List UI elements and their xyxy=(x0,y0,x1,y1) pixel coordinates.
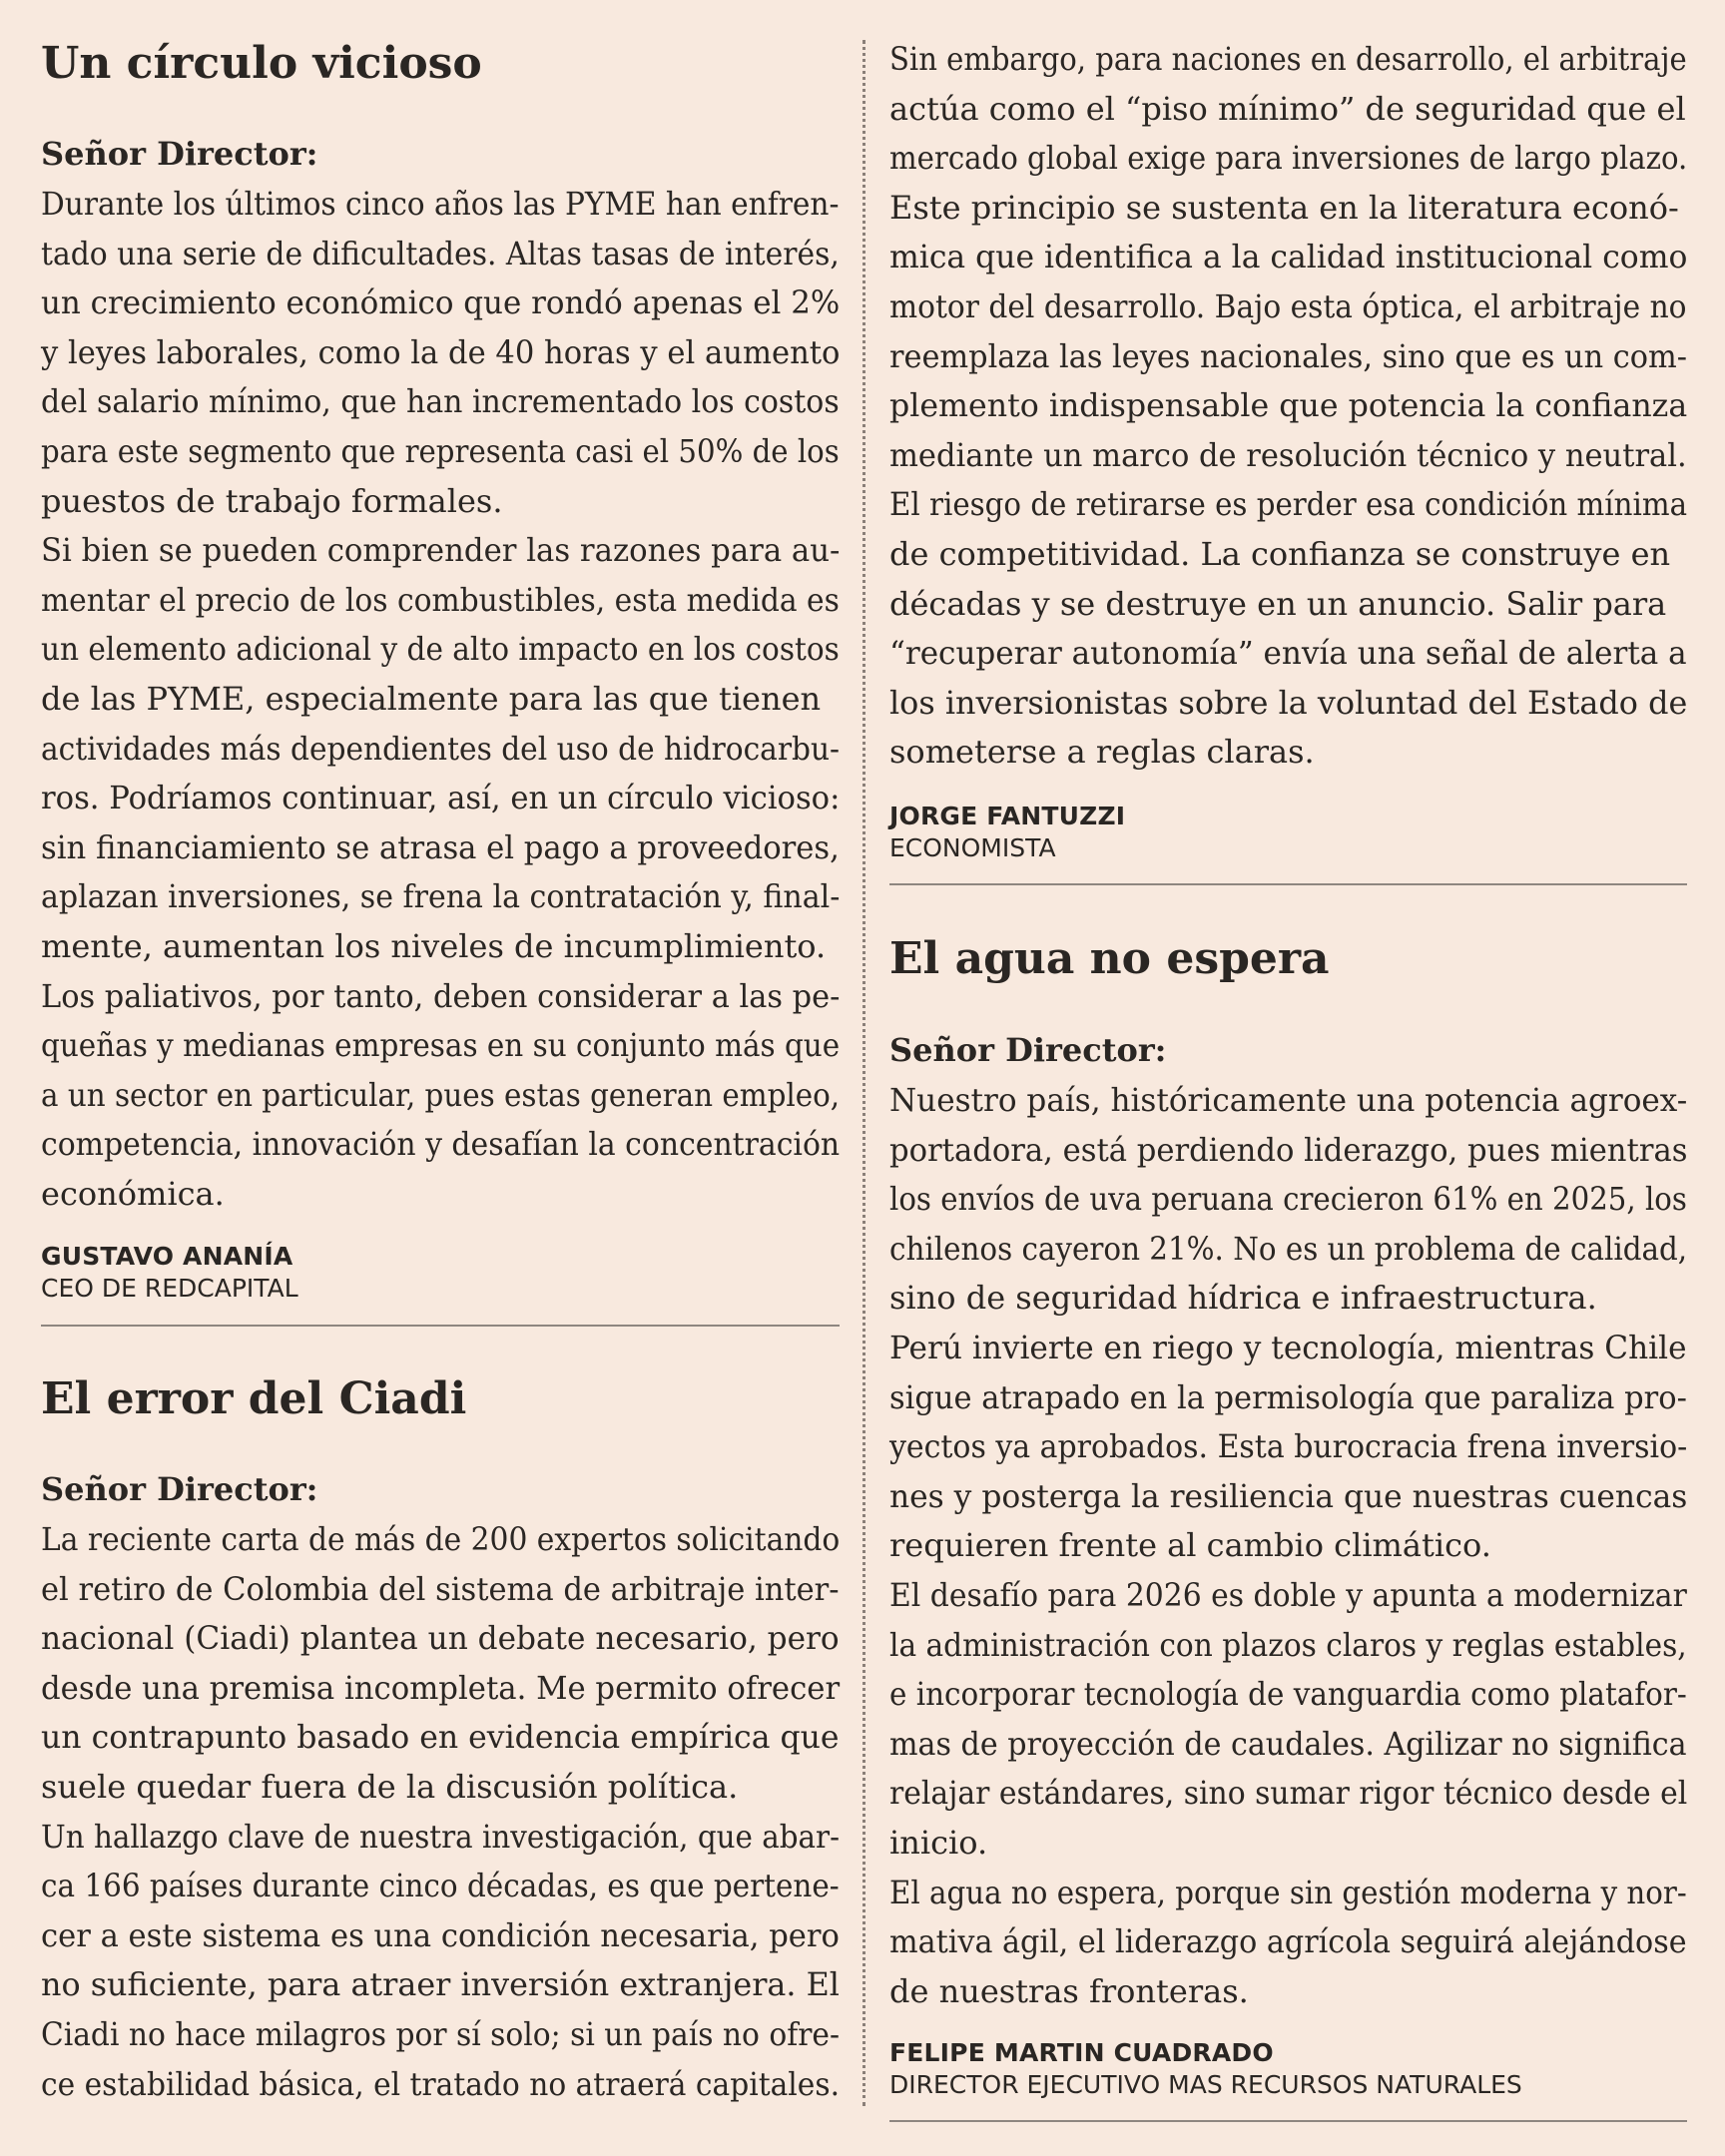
body-line: nacional (Ciadi) plantea un debate necesario, pero xyxy=(41,1619,840,1658)
body-line: El agua no espera, porque sin gestión moderna y nor- xyxy=(889,1873,1687,1911)
body-line: tado una serie de dificultades. Altas tasas de interés, xyxy=(41,234,840,272)
body-line: Perú invierte en riego y tecnología, mientras Chile xyxy=(889,1328,1687,1366)
body-line: mativa ágil, el liderazgo agrícola seguirá alejándose xyxy=(889,1922,1687,1961)
body-line: La reciente carta de más de 200 expertos solicitando xyxy=(41,1520,841,1558)
body-line: Este principio se sustenta en la literatura econó- xyxy=(889,188,1679,227)
section-rule xyxy=(889,2120,1687,2122)
body-line: yectos ya aprobados. Esta burocracia frena inversio- xyxy=(889,1427,1688,1466)
body-line: nes y posterga la resiliencia que nuestras cuencas xyxy=(889,1476,1688,1515)
letter-2-body xyxy=(41,1515,911,2109)
body-line: ca 166 países durante cinco décadas, es que pertene- xyxy=(41,1867,840,1905)
body-line: de nuestras fronteras. xyxy=(889,1971,1249,2010)
body-line: el retiro de Colombia del sistema de arbitraje inter- xyxy=(41,1569,840,1608)
letter-3-author: FELIPE MARTIN CUADRADO xyxy=(889,2038,1274,2067)
letter-1-role: CEO DE REDCAPITAL xyxy=(41,1274,298,1303)
body-line: someterse a reglas claras. xyxy=(889,733,1315,772)
body-line: “recuperar autonomía” envía una señal de alerta a xyxy=(889,634,1687,673)
body-line: desde una premisa incompleta. Me permito ofrecer xyxy=(41,1668,841,1707)
letter-1-salutation: Señor Director: xyxy=(41,135,318,173)
section-rule xyxy=(41,1325,840,1327)
letter-2-continuation xyxy=(889,35,1725,778)
body-line: actúa como el “piso mínimo” de seguridad que el xyxy=(889,89,1686,128)
body-line: de las PYME, especialmente para las que tienen xyxy=(41,679,822,718)
body-line: queñas y medianas empresas en su conjunto más que xyxy=(41,1026,841,1065)
body-line: ce estabilidad básica, el tratado no atraerá capitales. xyxy=(41,2064,841,2103)
body-line: aplazan inversiones, se frena la contratación y, final- xyxy=(41,877,841,916)
body-line: un contrapunto basado en evidencia empírica que xyxy=(41,1718,840,1757)
body-line: la administración con plazos claros y reglas estables, xyxy=(889,1625,1687,1664)
body-line: El desafío para 2026 es doble y apunta a modernizar xyxy=(889,1575,1687,1614)
letter-3-body xyxy=(889,1076,1725,2016)
body-line: cer a este sistema es una condición necesaria, pero xyxy=(41,1915,840,1954)
letter-2-title: El error del Ciadi xyxy=(41,1373,467,1424)
body-line: competencia, innovación y desafían la concentración xyxy=(41,1125,841,1164)
body-line: sin financiamiento se atrasa el pago a proveedores, xyxy=(41,827,840,866)
body-line: actividades más dependientes del uso de hidrocarbu- xyxy=(41,729,841,768)
body-line: los envíos de uva peruana crecieron 61% en 2025, los xyxy=(889,1180,1687,1219)
letter-3-title: El agua no espera xyxy=(889,933,1330,984)
body-line: Durante los últimos cinco años las PYME han enfren- xyxy=(41,185,840,223)
body-line: mica que identifica a la calidad institucional como xyxy=(889,238,1688,276)
letter-1-title: Un círculo vicioso xyxy=(41,38,482,89)
letter-2-author: JORGE FANTUZZI xyxy=(889,802,1126,830)
body-line: mentar el precio de los combustibles, esta medida es xyxy=(41,580,840,619)
body-line: Un hallazgo clave de nuestra investigación, que abar- xyxy=(41,1817,841,1856)
body-line: décadas y se destruye en un anuncio. Salir para xyxy=(889,584,1667,623)
body-line: plemento indispensable que potencia la confianza xyxy=(889,386,1688,425)
body-line: motor del desarrollo. Bajo esta óptica, el arbitraje no xyxy=(889,286,1687,325)
body-line: reemplaza las leyes nacionales, sino que es un com- xyxy=(889,336,1688,375)
body-line: Ciadi no hace milagros por sí solo; si un país no ofre- xyxy=(41,2014,841,2053)
body-line: El riesgo de retirarse es perder esa condición mínima xyxy=(889,485,1688,524)
body-line: no suficiente, para atraer inversión extranjera. El xyxy=(41,1965,840,2004)
body-line: Si bien se pueden comprender las razones para au- xyxy=(41,531,841,570)
body-line: mercado global exige para inversiones de largo plazo. xyxy=(889,139,1688,178)
body-line: mediante un marco de resolución técnico y neutral. xyxy=(889,435,1687,474)
body-line: a un sector en particular, pues estas generan empleo, xyxy=(41,1075,841,1114)
body-line: chilenos cayeron 21%. No es un problema de calidad, xyxy=(889,1229,1688,1268)
letter-2-role: ECONOMISTA xyxy=(889,833,1056,862)
letter-1-body xyxy=(41,180,916,1219)
body-line: para este segmento que representa casi el 50% de los xyxy=(41,431,840,470)
body-line: Sin embargo, para naciones en desarrollo, el arbitraje xyxy=(889,40,1687,78)
body-line: un crecimiento económico que rondó apenas el 2% xyxy=(41,283,841,322)
body-line: e incorporar tecnología de vanguardia como platafor- xyxy=(889,1675,1687,1714)
section-rule xyxy=(889,883,1687,885)
body-line: ros. Podríamos continuar, así, en un círculo vicioso: xyxy=(41,779,841,817)
body-line: requieren frente al cambio climático. xyxy=(889,1526,1491,1565)
letter-1-author: GUSTAVO ANANÍA xyxy=(41,1242,293,1271)
body-line: suele quedar fuera de la discusión política. xyxy=(41,1767,739,1806)
body-line: de competitividad. La confianza se construye en xyxy=(889,534,1671,573)
body-line: mas de proyección de caudales. Agilizar no significa xyxy=(889,1724,1687,1763)
letter-3-salutation: Señor Director: xyxy=(889,1031,1167,1069)
body-line: portadora, está perdiendo liderazgo, pues mientras xyxy=(889,1130,1688,1169)
letter-2-salutation: Señor Director: xyxy=(41,1470,318,1508)
body-line: y leyes laborales, como la de 40 horas y el aumento xyxy=(41,332,841,371)
body-line: Los paliativos, por tanto, deben considerar a las pe- xyxy=(41,976,841,1015)
body-line: del salario mínimo, que han incrementado los costos xyxy=(41,382,840,421)
body-line: puestos de trabajo formales. xyxy=(41,481,503,520)
letter-3-role: DIRECTOR EJECUTIVO MAS RECURSOS NATURALES xyxy=(889,2070,1522,2099)
body-line: relajar estándares, sino sumar rigor técnico desde el xyxy=(889,1774,1688,1813)
body-line: inicio. xyxy=(889,1823,988,1862)
body-line: mente, aumentan los niveles de incumplimiento. xyxy=(41,926,827,965)
body-line: sino de seguridad hídrica e infraestructura. xyxy=(889,1279,1597,1318)
body-line: Nuestro país, históricamente una potencia agroex- xyxy=(889,1081,1688,1119)
body-line: sigue atrapado en la permisología que paraliza pro- xyxy=(889,1377,1687,1416)
body-line: económica. xyxy=(41,1174,225,1213)
body-line: un elemento adicional y de alto impacto en los costos xyxy=(41,630,840,669)
body-line: los inversionistas sobre la voluntad del Estado de xyxy=(889,683,1688,722)
